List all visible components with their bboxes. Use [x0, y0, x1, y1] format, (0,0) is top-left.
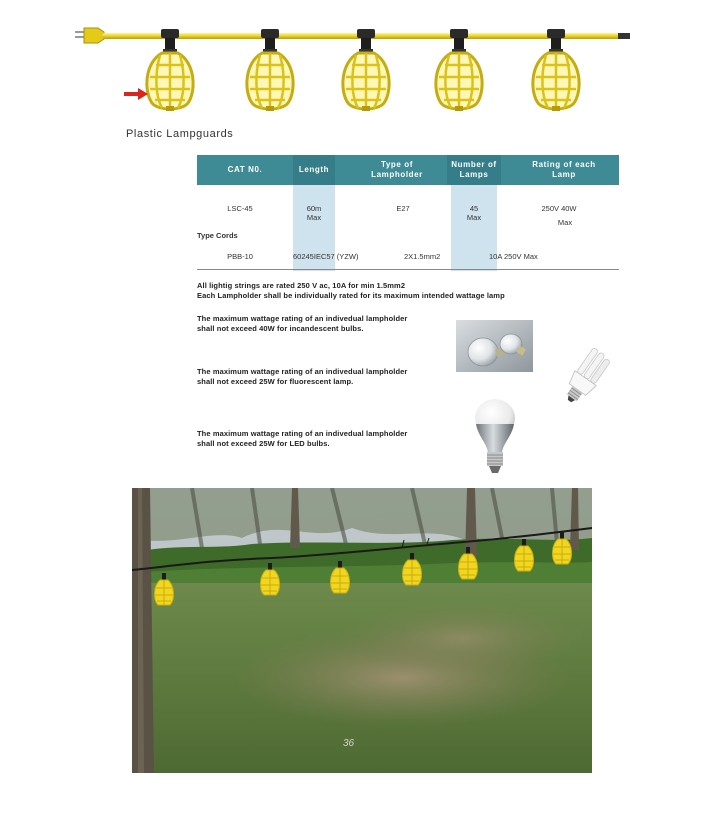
cell-cat-no: LSC-45 [227, 204, 253, 213]
cell-length-max: Max [306, 213, 322, 222]
cell-lamps-value: 45 [469, 204, 479, 213]
header-lampholder: Type of Lampholder [371, 160, 423, 179]
table-bottom-rule [197, 269, 619, 270]
rating-notes [197, 281, 505, 301]
wattage-note-line-2: shall not exceed 40W for incandescent bulbs. [197, 324, 364, 333]
spec-table [197, 155, 619, 271]
wattage-note-line-2: shall not exceed 25W for LED bulbs. [197, 439, 330, 448]
wattage-note-led [197, 429, 407, 449]
wattage-note-line-1: The maximum wattage rating of an indivedual lampholder [197, 429, 408, 438]
cell-cord-code: PBB-10 [227, 252, 253, 261]
cell-lampholder: E27 [396, 204, 410, 213]
cell-length-value: 60m [306, 204, 322, 213]
header-cat-no: CAT N0. [227, 165, 263, 174]
section-title: Plastic Lampguards [126, 128, 234, 140]
incandescent-bulbs-image [456, 320, 533, 372]
cell-rating-max: Max [557, 218, 573, 227]
header-number-of-lamps: Number of Lamps [447, 155, 501, 185]
wattage-note-fluorescent [197, 367, 407, 387]
page-number: 36 [343, 738, 355, 749]
wattage-note-line-2: shall not exceed 25W for fluorescent lamp. [197, 377, 354, 386]
fluorescent-lamp-image [553, 345, 613, 415]
rating-note-line-1: All lightig strings are rated 250 V ac, 10A for min 1.5mm2 [197, 281, 406, 290]
park-string-lights-photo [132, 488, 592, 773]
cell-cord-standard: 60245IEC57 (YZW) [293, 252, 359, 261]
cell-lamps-max: Max [466, 213, 482, 222]
wattage-note-line-1: The maximum wattage rating of an indivedual lampholder [197, 367, 408, 376]
cell-cord-size: 2X1.5mm2 [404, 252, 441, 261]
string-lights-illustration [70, 15, 640, 125]
red-arrow-icon [124, 88, 148, 100]
wattage-note-line-1: The maximum wattage rating of an indivedual lampholder [197, 314, 408, 323]
header-rating: Rating of each Lamp [532, 160, 596, 179]
cell-cord-rating: 10A 250V Max [489, 252, 538, 261]
rating-note-line-2: Each Lampholder shall be individually rated for its maximum intended wattage lamp [197, 291, 505, 300]
led-bulb-image [472, 396, 518, 478]
wattage-note-incandescent [197, 314, 407, 334]
cell-rating-value: 250V 40W [541, 204, 577, 213]
type-cords-label: Type Cords [197, 231, 238, 240]
header-length: Length [293, 155, 335, 185]
